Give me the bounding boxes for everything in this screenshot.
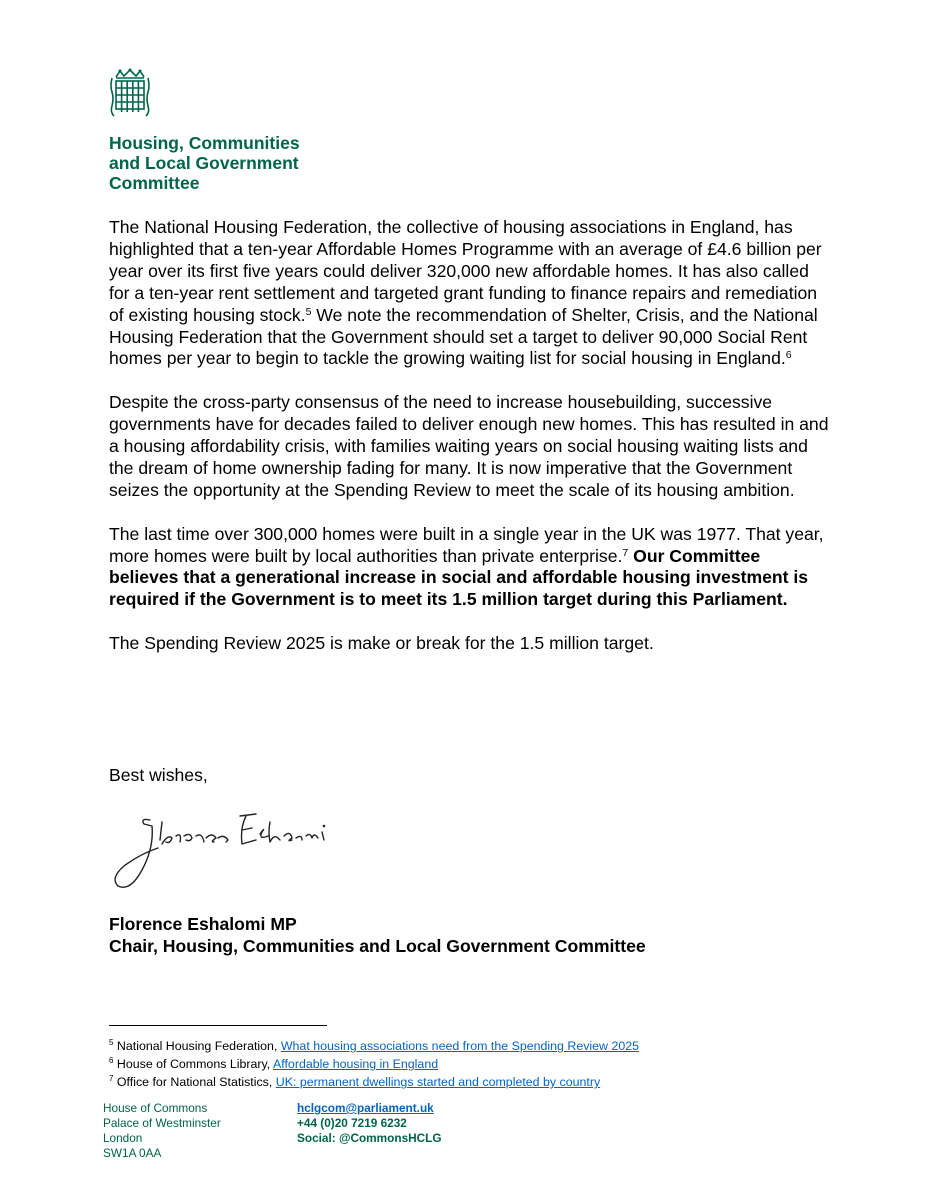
paragraph-text: The National Housing Federation, the collective of housing associations in England, has highlighted that a ten-year Affordable Homes Programme with an average of £4.6 billion per year over its first five years could deliver 320,000 new affordable homes. It has also called for a ten-year rent settlement and targeted grant funding to finance repairs and remediation of existing housing stock. [109,217,822,325]
portcullis-crest-icon [108,68,152,118]
social-handle: Social: @CommonsHCLG [297,1131,442,1145]
paragraph-bold-text: Our Committee believes that a generational increase in social and affordable housing investment is required if the Government is to meet its 1.5 million target during this Parliament. [109,545,809,610]
address-line: Palace of Westminster [103,1116,221,1130]
paragraph-2: Despite the cross-party consensus of the need to increase housebuilding, successive governments have for decades failed to deliver enough new homes. This has resulted in and a housing affordability crisis, with families waiting years on social housing waiting lists and the dream of home ownership fading for many. It is now imperative that the Government seizes the opportunity at the Spending Review to meet the scale of its housing ambition. [109,392,829,500]
signer-title: Chair, Housing, Communities and Local Government Committee [109,936,646,956]
footer-contact [297,1101,442,1146]
committee-name [109,133,369,193]
footnote-ref[interactable]: 5 [305,305,312,318]
paragraph-4: The Spending Review 2025 is make or break for the 1.5 million target. [109,633,654,654]
committee-name-line: Housing, Communities [109,133,300,153]
footnote-divider [109,1025,327,1026]
address-line: London [103,1131,143,1145]
footnote-ref[interactable]: 7 [622,546,629,559]
closing-salutation: Best wishes, [109,765,208,785]
footnote-source: National Housing Federation, [116,1039,281,1053]
footnote-link[interactable]: What housing associations need from the Spending Review 2025 [280,1039,640,1053]
address-line: House of Commons [103,1101,208,1115]
committee-name-line: and Local Government [109,153,299,173]
signer-block [109,913,646,957]
address-line: SW1A 0AA [103,1146,162,1160]
footnotes [109,1037,639,1092]
footnote-source: Office for National Statistics, [116,1075,276,1090]
footnote-source: House of Commons Library, [116,1057,273,1072]
paragraph-1 [109,217,829,370]
footnote-number: 7 [109,1074,114,1084]
footnote [109,1055,639,1073]
footnote-link[interactable]: UK: permanent dwellings started and completed by country [275,1075,601,1090]
footer-address [103,1101,221,1161]
footnote [109,1037,639,1055]
footnote-ref[interactable]: 6 [785,349,792,362]
signer-name: Florence Eshalomi MP [109,914,297,934]
paragraph-text: We note the recommendation of Shelter, Crisis, and the National Housing Federation that the Government should set a target to deliver 90,000 Social Rent homes per year to begin to tackle the growing waiting list for social housing in England. [109,304,818,369]
footnote-number: 5 [109,1038,114,1047]
phone-number: +44 (0)20 7219 6232 [297,1116,407,1130]
paragraph-text: The last time over 300,000 homes were built in a single year in the UK was 1977. That year, more homes were built by local authorities than private enterprise. [109,523,824,566]
footnote-number: 6 [109,1056,114,1066]
committee-name-line: Committee [109,173,200,193]
paragraph-3 [109,524,829,612]
letter-body [109,217,829,677]
footnote [109,1073,639,1091]
email-link[interactable]: hclgcom@parliament.uk [297,1101,434,1115]
handwritten-signature-icon [110,808,340,894]
footnote-link[interactable]: Affordable housing in England [273,1057,439,1072]
